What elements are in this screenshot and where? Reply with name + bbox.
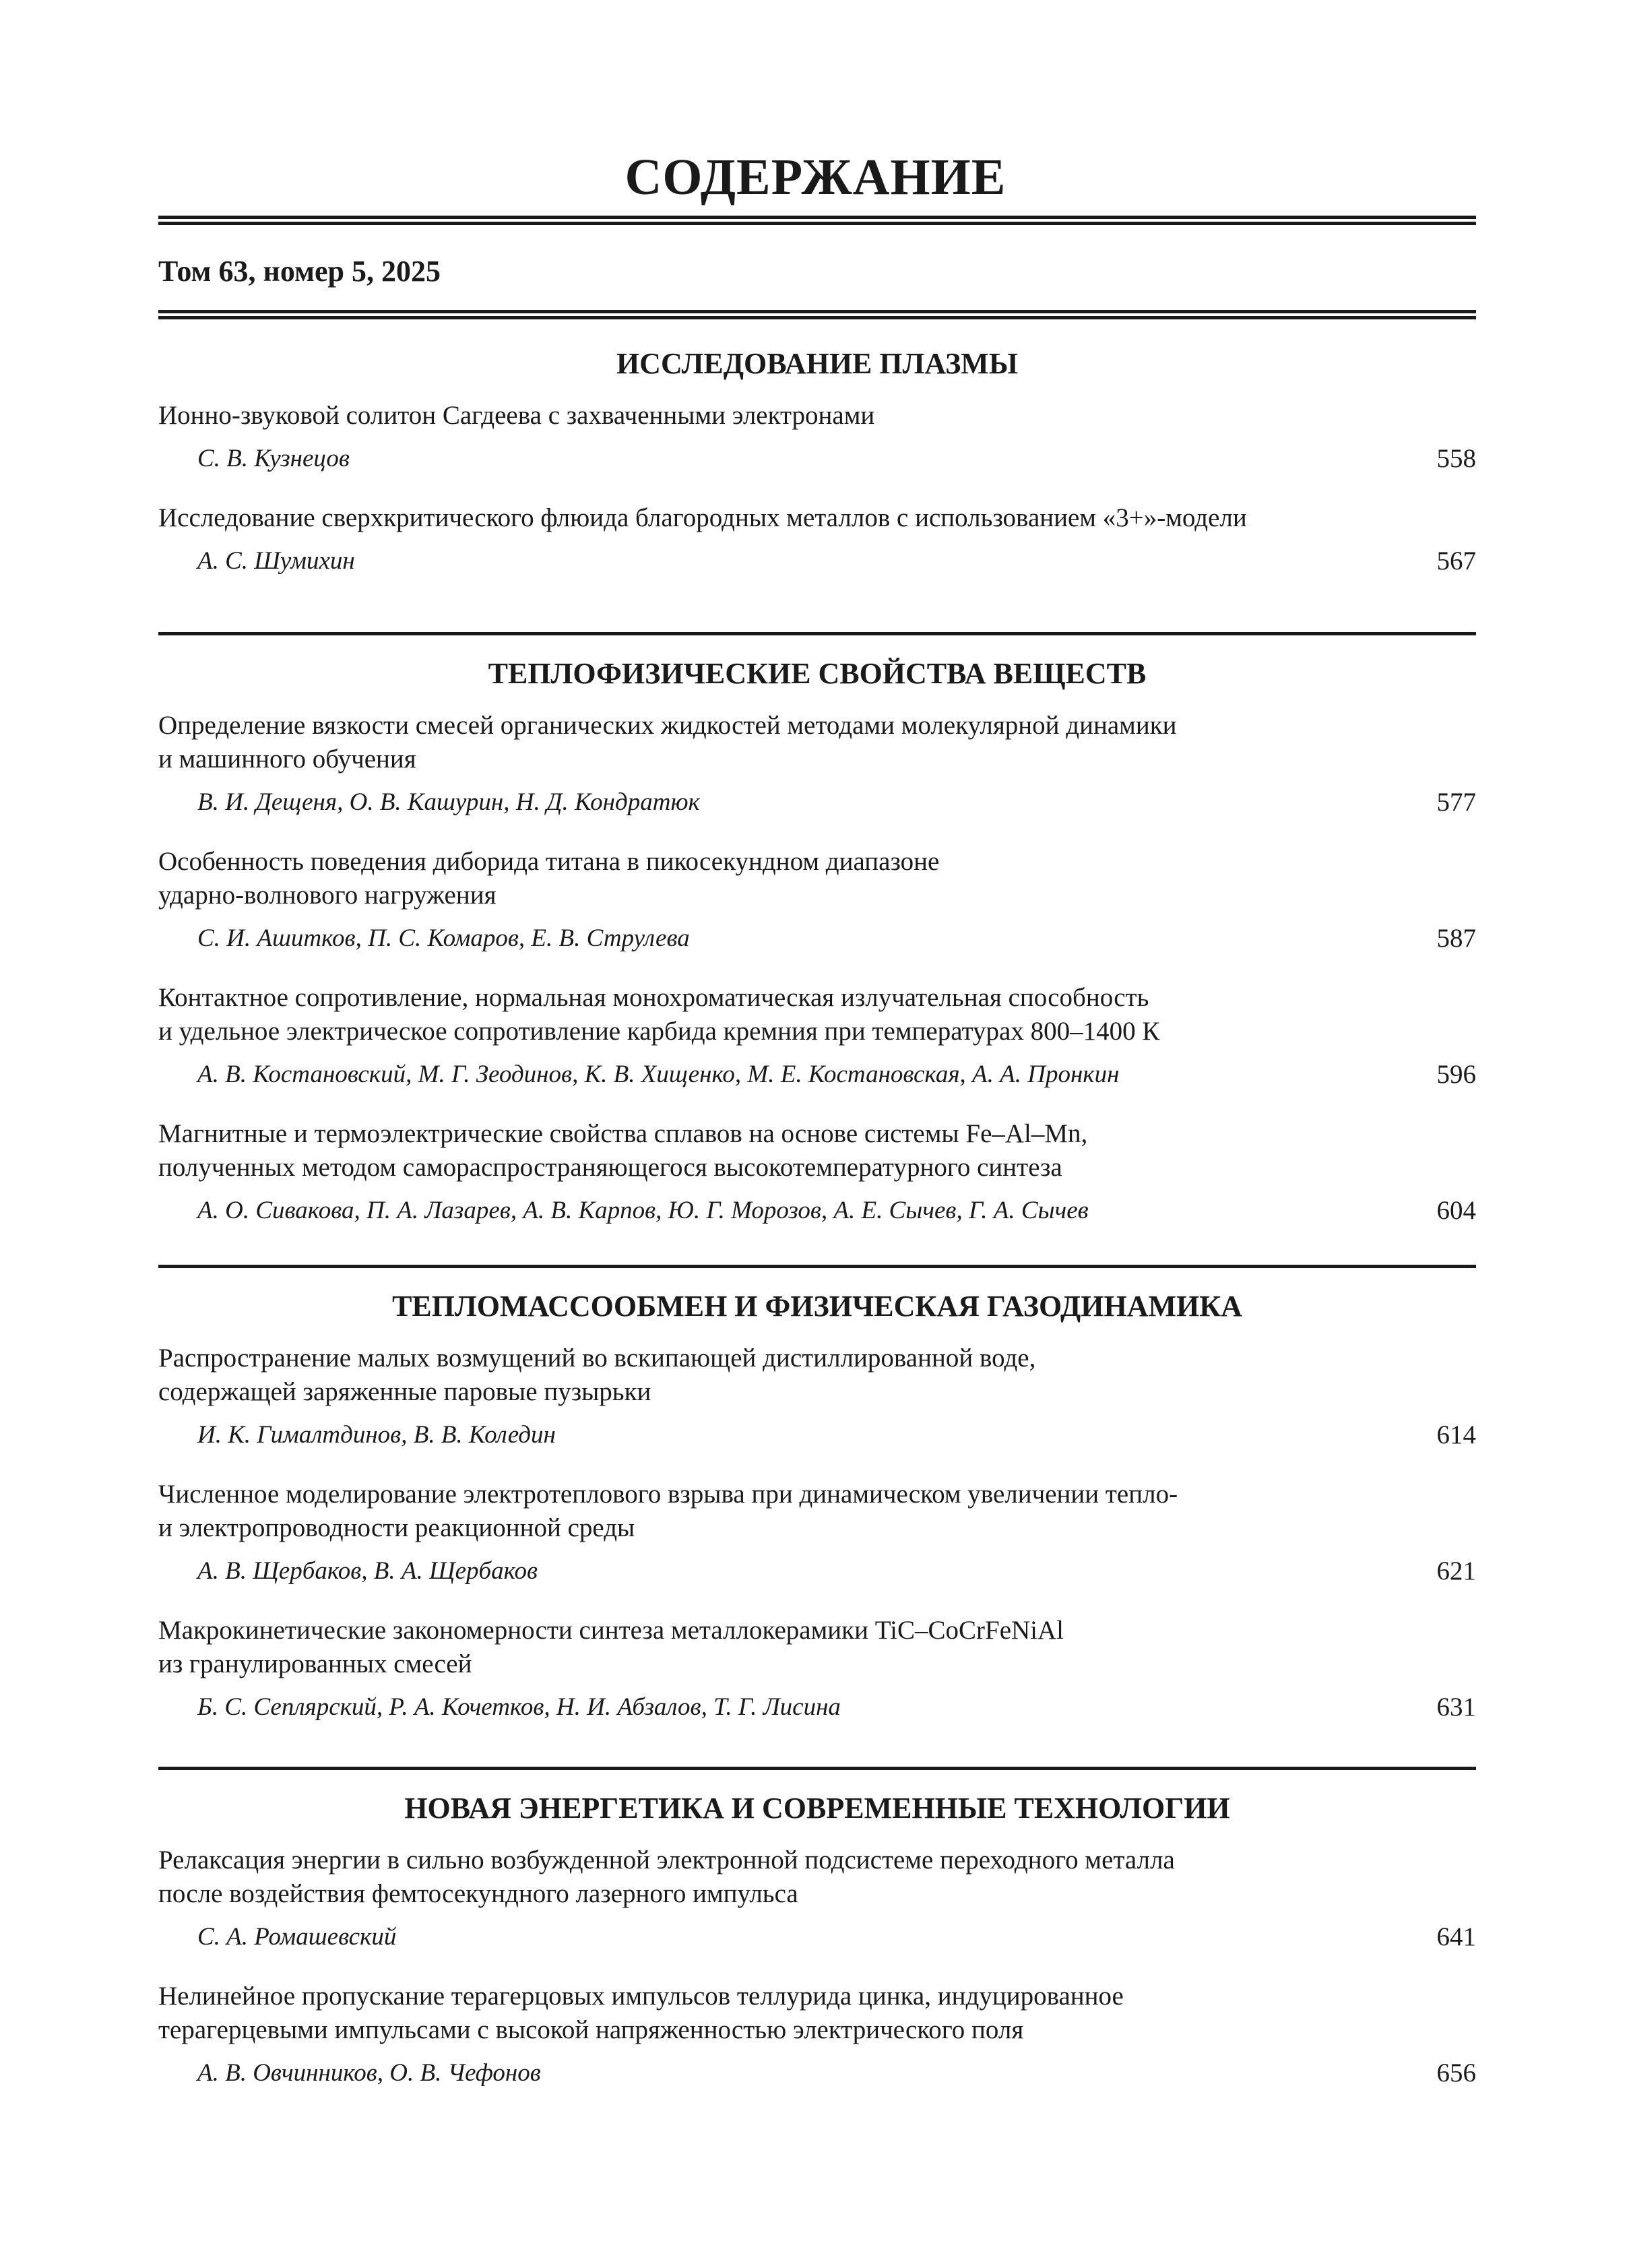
entry-page-number: 614 (1436, 1420, 1476, 1449)
entry-authors: Б. С. Сеплярский, Р. А. Кочетков, Н. И. Абзалов, Т. Г. Лисина (197, 1693, 841, 1721)
entry-authors: А. О. Сивакова, П. А. Лазарев, А. В. Карпов, Ю. Г. Морозов, А. Е. Сычев, Г. А. Сычев (197, 1197, 1089, 1224)
entry-title: Особенность поведения диборида титана в пикосекундном диапазоне ударно-волнового нагружения (158, 847, 940, 910)
entry-authors: А. В. Костановский, М. Г. Зеодинов, К. В. Хищенко, М. Е. Костановская, А. А. Пронкин (197, 1061, 1120, 1088)
toc-entry[interactable] (158, 1117, 1476, 1229)
toc-entry[interactable] (158, 1342, 1476, 1453)
section-divider (158, 1265, 1476, 1268)
entry-page-number: 641 (1436, 1922, 1476, 1951)
entry-page-number: 604 (1436, 1196, 1476, 1225)
issue-double-rule (158, 310, 1476, 319)
toc-entry[interactable] (158, 1980, 1476, 2091)
entry-page-number: 558 (1436, 444, 1476, 473)
entry-title: Численное моделирование электротеплового взрыва при динамическом увеличении тепло- и электропроводности реакционной среды (158, 1480, 1178, 1542)
entry-page-number: 596 (1436, 1060, 1476, 1089)
section-heat-mass-transfer (158, 1288, 1476, 1750)
toc-entry[interactable] (158, 1478, 1476, 1589)
title-double-rule (158, 216, 1476, 225)
entry-title: Контактное сопротивление, нормальная монохроматическая излучательная способность и удельное электрическое сопротивление карбида кремния при температурах 800–1400 К (158, 983, 1160, 1046)
toc-entry[interactable] (158, 1844, 1476, 1955)
section-title: ТЕПЛОФИЗИЧЕСКИЕ СВОЙСТВА ВЕЩЕСТВ (488, 657, 1147, 690)
entry-page-number: 621 (1436, 1556, 1476, 1585)
toc-entry[interactable] (158, 501, 1476, 579)
entry-title: Макрокинетические закономерности синтеза металлокерамики TiC–CoCrFeNiAl из гранулированных смесей (158, 1616, 1064, 1678)
entry-page-number: 631 (1436, 1693, 1476, 1722)
entry-title: Релаксация энергии в сильно возбужденной электронной подсистеме переходного металла после воздействия фемтосекундного лазерного импульса (158, 1846, 1175, 1908)
entry-authors: С. И. Ашитков, П. С. Комаров, Е. В. Струлева (197, 924, 690, 952)
entry-page-number: 656 (1436, 2058, 1476, 2087)
issue-info: Том 63, номер 5, 2025 (158, 255, 441, 288)
page-title: СОДЕРЖАНИЕ (625, 149, 1006, 206)
entry-authors: В. И. Дещеня, О. В. Кашурин, Н. Д. Кондратюк (197, 788, 700, 816)
toc-entry[interactable] (158, 845, 1476, 957)
section-title: ИССЛЕДОВАНИЕ ПЛАЗМЫ (616, 347, 1019, 380)
entry-title: Нелинейное пропускание терагерцовых импульсов теллурида цинка, индуцированное терагерцевыми импульсами с высокой напряженностью электрического поля (158, 1982, 1124, 2044)
entry-authors: А. С. Шумихин (197, 547, 355, 575)
entry-title: Исследование сверхкритического флюида благородных металлов с использованием «3+»-модели (158, 503, 1247, 532)
entry-page-number: 577 (1436, 788, 1476, 817)
toc-entry[interactable] (158, 399, 1476, 477)
entry-authors: И. К. Гималтдинов, В. В. Коледин (197, 1421, 556, 1449)
section-plasma-research (158, 345, 1476, 604)
entry-authors: С. В. Кузнецов (197, 445, 350, 472)
toc-entry[interactable] (158, 1614, 1476, 1726)
section-divider (158, 632, 1476, 635)
toc-entry[interactable] (158, 981, 1476, 1093)
entry-authors: С. А. Ромашевский (197, 1923, 397, 1951)
entry-title: Ионно-звуковой солитон Сагдеева с захваченными электронами (158, 401, 875, 430)
entry-page-number: 567 (1436, 546, 1476, 575)
entry-authors: А. В. Щербаков, В. А. Щербаков (197, 1557, 538, 1585)
entry-title: Определение вязкости смесей органических жидкостей методами молекулярной динамики и машинного обучения (158, 711, 1177, 774)
entry-title: Магнитные и термоэлектрические свойства сплавов на основе системы Fe–Al–Mn, полученных методом самораспространяющегося высокотемпературного синтеза (158, 1119, 1088, 1182)
toc-entry[interactable] (158, 709, 1476, 821)
section-title: ТЕПЛОМАССООБМЕН И ФИЗИЧЕСКАЯ ГАЗОДИНАМИКА (392, 1290, 1242, 1323)
section-thermophysical-properties (158, 655, 1476, 1253)
entry-title: Распространение малых возмущений во вскипающей дистиллированной воде, содержащей заряженные паровые пузырьки (158, 1344, 1036, 1406)
entry-page-number: 587 (1436, 924, 1476, 953)
section-title: НОВАЯ ЭНЕРГЕТИКА И СОВРЕМЕННЫЕ ТЕХНОЛОГИИ (404, 1792, 1230, 1825)
section-new-energy (158, 1790, 1476, 2116)
entry-authors: А. В. Овчинников, О. В. Чефонов (197, 2059, 541, 2087)
section-divider (158, 1767, 1476, 1770)
